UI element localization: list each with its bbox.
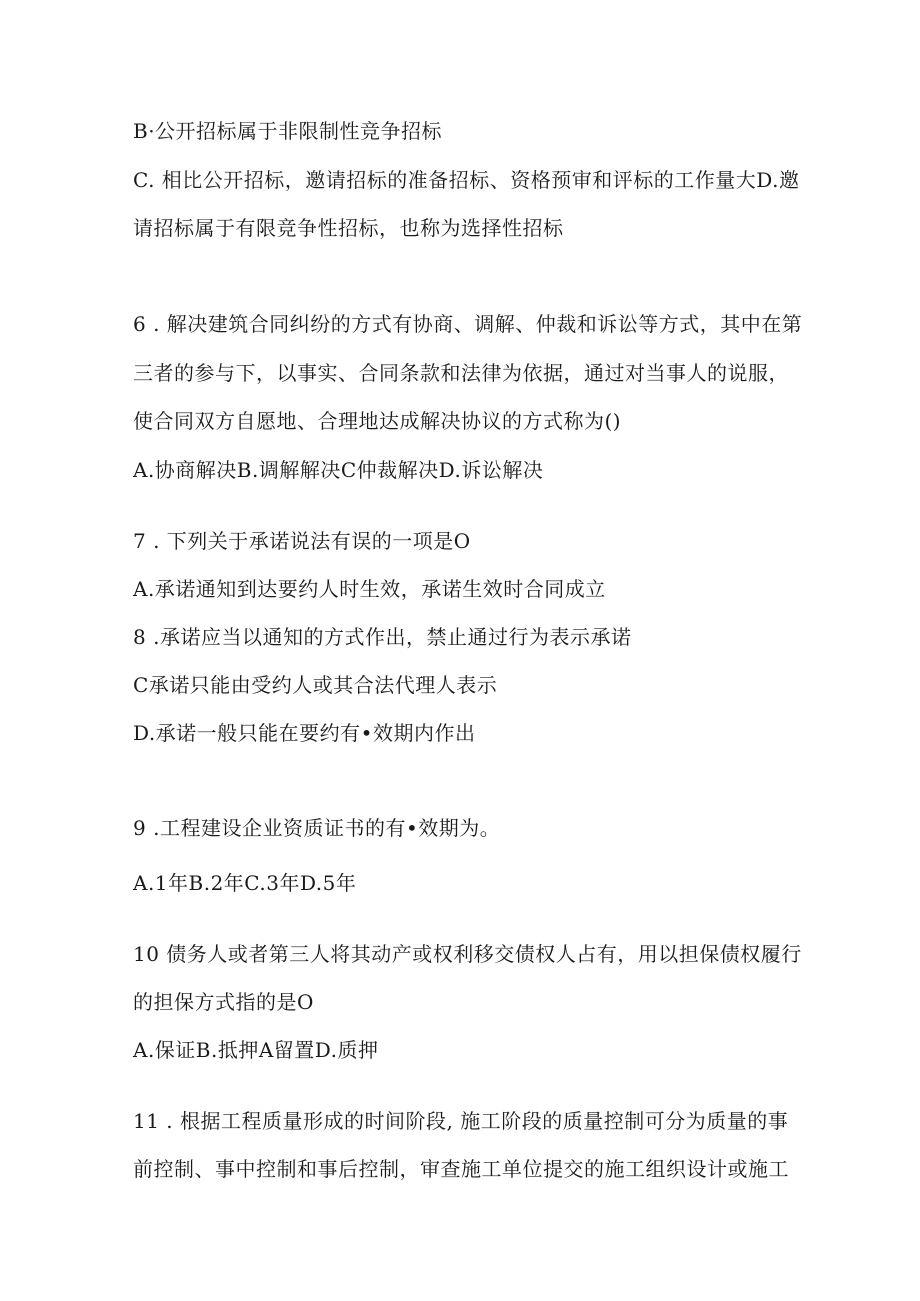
question-6-line-2: 三者的参与下，以事实、合同条款和法律为依据，通过对当事人的说服， [133, 361, 789, 385]
question-10-line-1: 10 债务人或者第三人将其动产或权利移交债权人占有，用以担保债权履行 [133, 942, 802, 966]
question-9-options: A.1年B.2年C.3年D.5年 [133, 871, 357, 895]
question-7-option-c: C承诺只能由受约人或其合法代理人表示 [133, 673, 498, 697]
question-11-line-2: 前控制、事中控制和事后控制，审查施工单位提交的施工组织设计或施工 [133, 1157, 789, 1181]
text-line-option-b: B·公开招标属于非限制性竞争招标 [133, 119, 443, 143]
question-9-line: 9 .工程建设企业资质证书的有•效期为。 [133, 816, 501, 840]
question-10-line-2: 的担保方式指的是O [133, 990, 314, 1014]
text-line-option-d-cont: 请招标属于有限竞争性招标，也称为选择性招标 [133, 216, 564, 240]
question-11-line-1: 11 . 根据工程质量形成的时间阶段, 施工阶段的质量控制可分为质量的事 [133, 1109, 789, 1133]
question-10-options: A.保证B.抵押A留置D.质押 [133, 1038, 379, 1062]
text-line-option-c: C. 相比公开招标，邀请招标的准备招标、资格预审和评标的工作量大D.邀 [133, 168, 800, 192]
question-7-option-d: D.承诺一般只能在要约有•效期内作出 [133, 721, 476, 745]
question-6-line-1: 6 . 解决建筑合同纠纷的方式有协商、调解、仲裁和诉讼等方式，其中在第 [133, 312, 803, 336]
question-7-line: 7 . 下列关于承诺说法有误的一项是O [133, 529, 471, 553]
question-7-option-a: A.承诺通知到达要约人时生效，承诺生效时合同成立 [133, 577, 606, 601]
question-8-line: 8 .承诺应当以通知的方式作出，禁止通过行为表示承诺 [133, 625, 632, 649]
question-6-line-3: 使合同双方自愿地、合理地达成解决协议的方式称为() [133, 409, 622, 433]
question-6-options: A.协商解决B.调解解决C仲裁解决D.诉讼解决 [133, 458, 544, 482]
